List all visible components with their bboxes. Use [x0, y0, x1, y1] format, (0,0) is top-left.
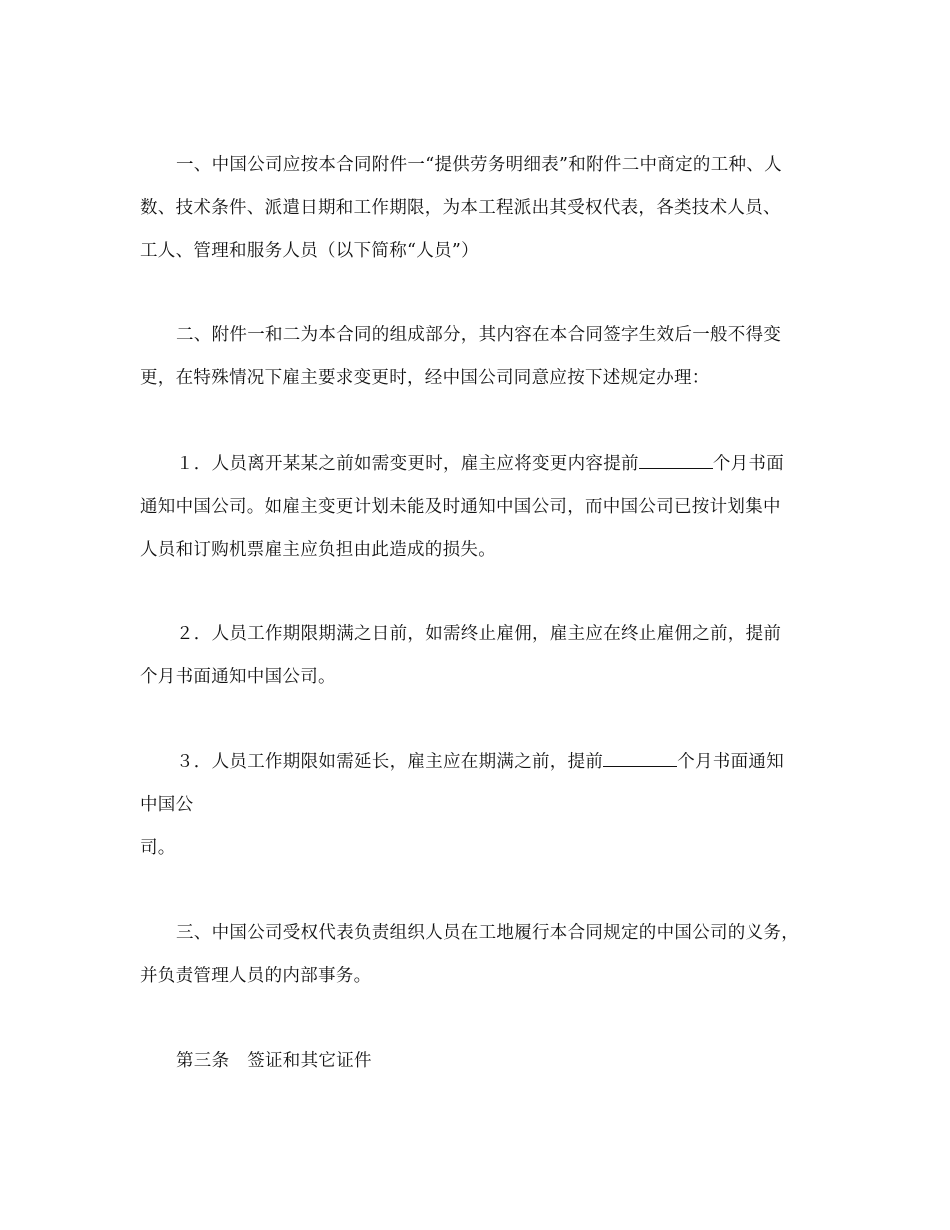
paragraph-5 — [140, 741, 820, 870]
section-heading — [140, 1040, 820, 1083]
text-line: 个月书面通知中国公司。 — [140, 667, 336, 687]
paragraph-4 — [140, 613, 820, 699]
text-line: 三、中国公司受权代表负责组织人员在工地履行本合同规定的中国公司的义务， — [176, 923, 799, 943]
text-line: 更，在特殊情况下雇主要求变更时，经中国公司同意应按下述规定办理： — [140, 368, 710, 388]
paragraph-3 — [140, 443, 820, 572]
text-line: 二、附件一和二为本合同的组成部分，其内容在本合同签字生效后一般不得变 — [176, 325, 782, 345]
text-line: ２．人员工作期限期满之日前，如需终止雇佣，雇主应在终止雇佣之前，提前 — [176, 624, 782, 644]
text-line: 通知中国公司。如雇主变更计划未能及时通知中国公司，而中国公司已按计划集中 — [140, 497, 781, 517]
fill-in-blank[interactable] — [603, 749, 677, 768]
text-line: 一、中国公司应按本合同附件一“提供劳务明细表”和附件二中商定的工种、人 — [176, 155, 782, 175]
text-line: 中国公 — [140, 795, 194, 815]
text-line: 数、技术条件、派遣日期和工作期限，为本工程派出其受权代表，各类技术人员、 — [140, 198, 781, 218]
text-segment: ３．人员工作期限如需延长，雇主应在期满之前，提前 — [176, 752, 604, 772]
text-line-with-blank — [140, 741, 820, 784]
text-segment: 个月书面通知 — [677, 752, 785, 772]
fill-in-blank[interactable] — [639, 451, 713, 470]
heading-text: 第三条 签证和其它证件 — [176, 1051, 372, 1071]
paragraph-2 — [140, 314, 820, 400]
paragraph-1 — [140, 144, 820, 273]
text-segment: １．人员离开某某之前如需变更时，雇主应将变更内容提前 — [176, 454, 639, 474]
paragraph-6 — [140, 912, 820, 998]
text-line: 工人、管理和服务人员（以下简称“人员”） — [140, 241, 479, 261]
text-line: 并负责管理人员的内部事务。 — [140, 966, 372, 986]
text-line: 司。 — [140, 838, 176, 858]
text-line-with-blank — [140, 443, 820, 486]
text-segment: 个月书面 — [712, 454, 785, 474]
text-line: 人员和订购机票雇主应负担由此造成的损失。 — [140, 540, 496, 560]
